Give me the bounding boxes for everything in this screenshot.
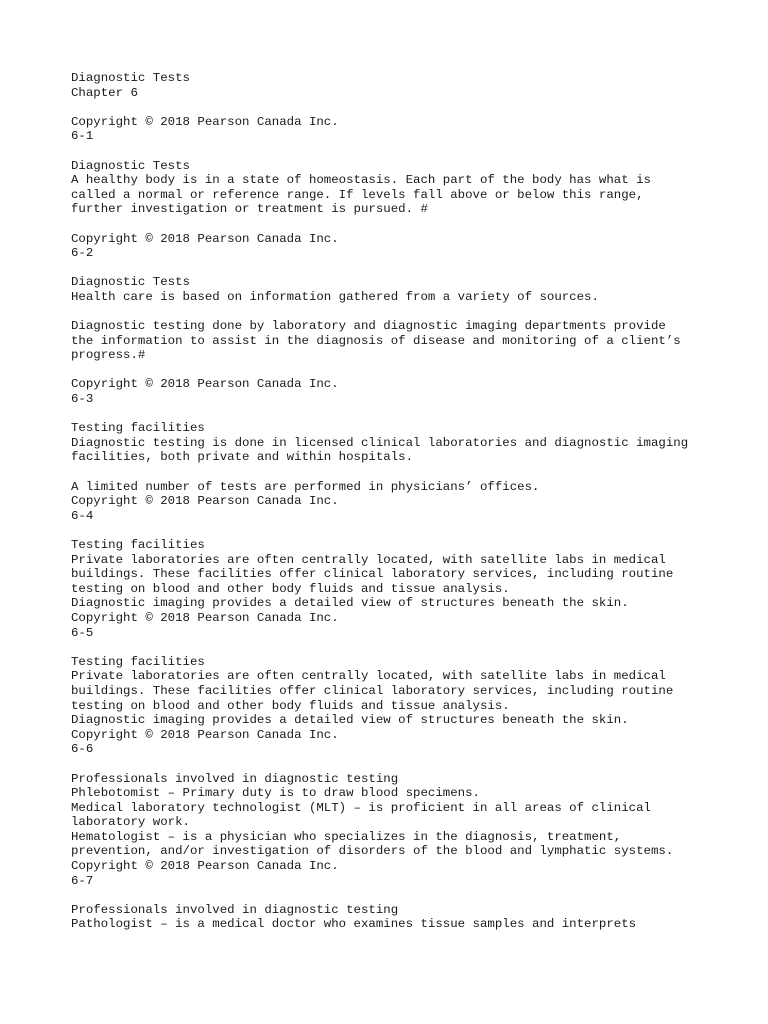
text-line: Private laboratories are often centrally located, with satellite labs in medical [71,669,666,684]
text-line: the information to assist in the diagnosis of disease and monitoring of a client’s [71,333,681,348]
text-line: Chapter 6 [71,85,138,100]
text-line: Hematologist – is a physician who specializes in the diagnosis, treatment, [71,829,622,844]
text-line: Health care is based on information gathered from a variety of sources. [71,289,599,304]
text-line: 6-6 [71,742,94,757]
text-line: 6-5 [71,625,94,640]
text-line: testing on blood and other body fluids and tissue analysis. [71,581,510,596]
text-line: called a normal or reference range. If levels fall above or below this range, [71,187,644,202]
text-line: laboratory work. [71,815,190,830]
blank-line [71,640,731,655]
text-line: 6-1 [71,129,94,144]
text-line: A limited number of tests are performed in physicians’ offices. [71,479,540,494]
text-line: Phlebotomist – Primary duty is to draw blood specimens. [71,786,480,801]
blank-line [71,100,731,115]
text-line: Copyright © 2018 Pearson Canada Inc. [71,494,339,509]
text-line: 6-3 [71,392,94,407]
blank-line [71,261,731,276]
blank-line [71,888,731,903]
blank-line [71,144,731,159]
text-line: 6-7 [71,873,94,888]
text-line: Diagnostic imaging provides a detailed view of structures beneath the skin. [71,596,629,611]
text-line: Copyright © 2018 Pearson Canada Inc. [71,231,339,246]
text-line: progress.# [71,348,146,363]
blank-line [71,217,731,232]
text-line: Testing facilities [71,654,205,669]
text-line: Diagnostic imaging provides a detailed view of structures beneath the skin. [71,713,629,728]
text-line: Medical laboratory technologist (MLT) – is proficient in all areas of clinical [71,800,651,815]
text-line: Copyright © 2018 Pearson Canada Inc. [71,727,339,742]
blank-line [71,757,731,772]
text-line: Professionals involved in diagnostic testing [71,902,399,917]
text-line: Copyright © 2018 Pearson Canada Inc. [71,859,339,874]
blank-line [71,465,731,480]
text-line: Diagnostic Tests [71,275,190,290]
text-line: Copyright © 2018 Pearson Canada Inc. [71,114,339,129]
text-line: prevention, and/or investigation of disorders of the blood and lymphatic systems. [71,844,674,859]
blank-line [71,407,731,422]
text-line: further investigation or treatment is pursued. # [71,202,428,217]
text-line: Pathologist – is a medical doctor who examines tissue samples and interprets [71,917,637,932]
text-line: facilities, both private and within hospitals. [71,450,414,465]
text-line: Diagnostic Tests [71,71,190,85]
text-line: 6-2 [71,246,94,261]
blank-line [71,523,731,538]
text-line: A healthy body is in a state of homeostasis. Each part of the body has what is [71,173,651,188]
document-body [71,71,731,932]
text-line: testing on blood and other body fluids and tissue analysis. [71,698,510,713]
text-line: Testing facilities [71,538,205,552]
text-line: buildings. These facilities offer clinical laboratory services, including routine [71,567,674,582]
text-line: Professionals involved in diagnostic testing [71,771,399,786]
text-line: 6-4 [71,508,94,523]
text-line: Copyright © 2018 Pearson Canada Inc. [71,610,339,625]
blank-line [71,363,731,378]
text-line: Diagnostic testing done by laboratory and diagnostic imaging departments provide [71,319,666,334]
text-line: Diagnostic Tests [71,158,190,173]
text-line: Copyright © 2018 Pearson Canada Inc. [71,377,339,392]
text-line: Diagnostic testing is done in licensed clinical laboratories and diagnostic imaging [71,435,689,450]
text-line: buildings. These facilities offer clinical laboratory services, including routine [71,683,674,698]
text-line: Private laboratories are often centrally located, with satellite labs in medical [71,552,666,567]
blank-line [71,305,731,320]
text-line: Testing facilities [71,421,205,436]
